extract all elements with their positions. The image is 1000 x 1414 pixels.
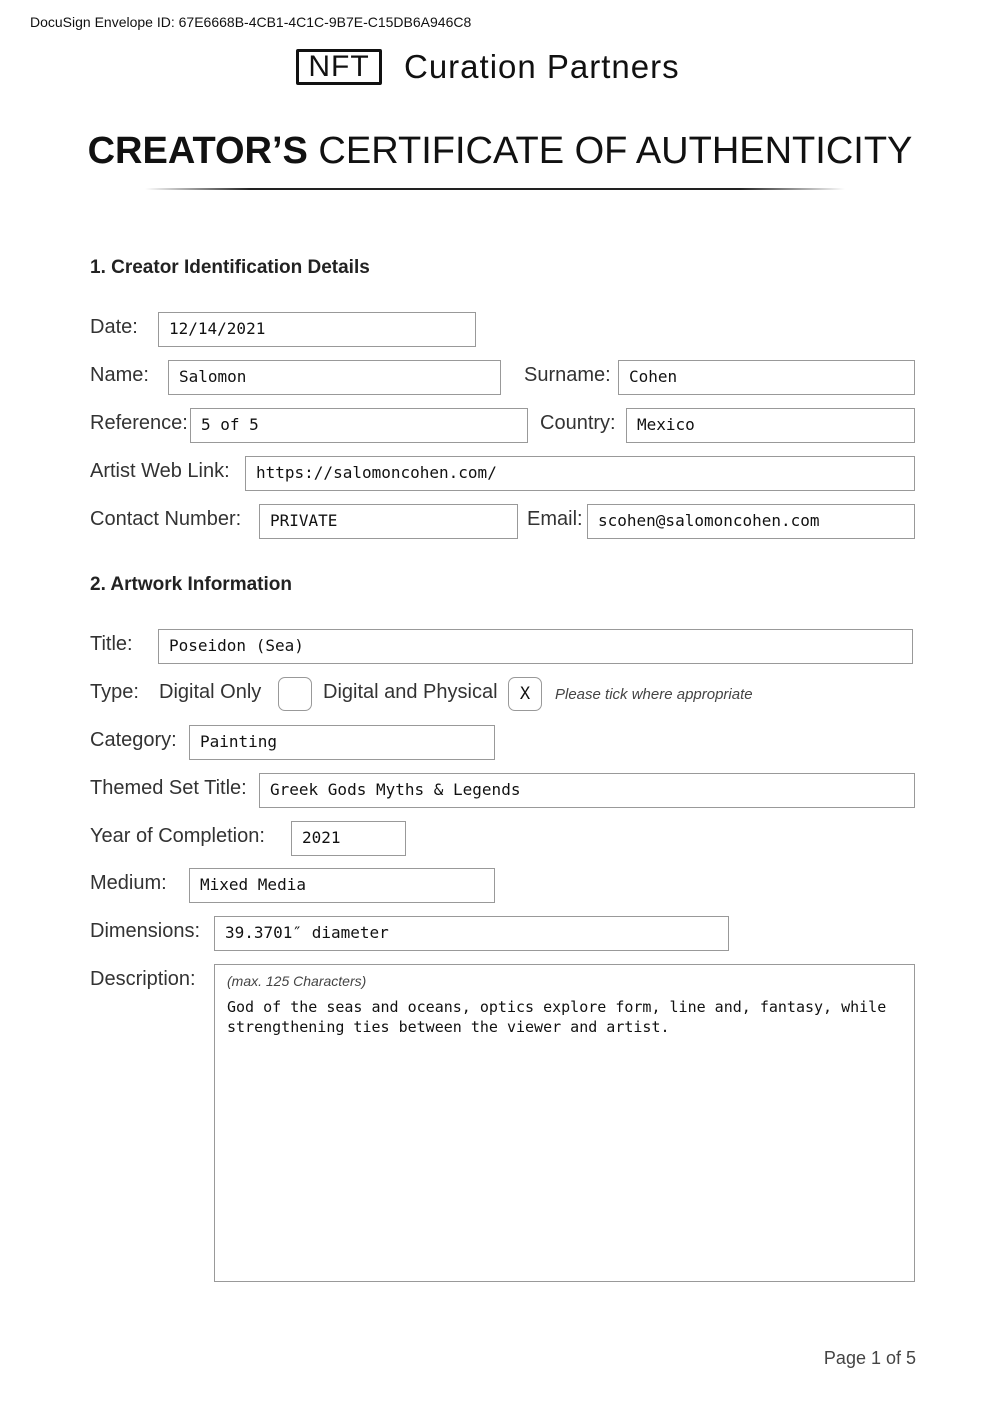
name-field[interactable]: Salomon	[168, 360, 501, 395]
email-field[interactable]: scohen@salomoncohen.com	[587, 504, 915, 539]
year-field[interactable]: 2021	[291, 821, 406, 856]
digital-physical-checkbox[interactable]: X	[508, 677, 542, 711]
type-label: Type:	[90, 681, 139, 703]
themed-label: Themed Set Title:	[90, 777, 247, 799]
page-number: Page 1 of 5	[823, 1348, 916, 1368]
title-bold: CREATOR’S	[87, 130, 308, 172]
reference-field[interactable]: 5 of 5	[190, 408, 528, 443]
weblink-field[interactable]: https://salomoncohen.com/	[245, 456, 915, 491]
type-hint: Please tick where appropriate	[555, 686, 753, 703]
digital-only-checkbox[interactable]	[278, 677, 312, 711]
artwork-title-field[interactable]: Poseidon (Sea)	[158, 629, 913, 664]
type-digital-label: Digital Only	[159, 681, 262, 703]
year-label: Year of Completion:	[90, 825, 265, 847]
surname-label: Surname:	[524, 364, 611, 386]
logo-nft-box: NFT	[296, 49, 382, 85]
description-hint: (max. 125 Characters)	[227, 973, 367, 989]
title-divider	[145, 188, 845, 190]
envelope-id: DocuSign Envelope ID: 67E6668B-4CB1-4C1C-9B7E-C15DB6A946C8	[30, 14, 472, 30]
country-field[interactable]: Mexico	[626, 408, 915, 443]
medium-field[interactable]: Mixed Media	[189, 868, 495, 903]
section-2-heading: 2. Artwork Information	[90, 574, 292, 595]
description-text: God of the seas and oceans, optics explore form, line and, fantasy, while strengthening ties between the viewer and artist.	[227, 998, 887, 1036]
page-title	[0, 130, 1000, 173]
surname-field[interactable]: Cohen	[618, 360, 915, 395]
title-rest: CERTIFICATE OF AUTHENTICITY	[307, 130, 913, 172]
date-field[interactable]: 12/14/2021	[158, 312, 476, 347]
section-1-heading: 1. Creator Identification Details	[90, 257, 370, 278]
dimensions-field[interactable]: 39.3701″ diameter	[214, 916, 729, 951]
themed-field[interactable]: Greek Gods Myths & Legends	[259, 773, 915, 808]
name-label: Name:	[90, 364, 149, 386]
contact-label: Contact Number:	[90, 508, 242, 530]
medium-label: Medium:	[90, 872, 167, 894]
weblink-label: Artist Web Link:	[90, 460, 230, 482]
date-label: Date:	[90, 316, 138, 338]
description-field[interactable]	[214, 964, 915, 1282]
email-label: Email:	[527, 508, 583, 530]
type-physical-label: Digital and Physical	[323, 681, 498, 703]
reference-label: Reference:	[90, 412, 188, 434]
category-field[interactable]: Painting	[189, 725, 495, 760]
description-label: Description:	[90, 968, 196, 990]
title-label: Title:	[90, 633, 133, 655]
logo-text: Curation Partners	[404, 48, 680, 85]
contact-field[interactable]: PRIVATE	[259, 504, 518, 539]
category-label: Category:	[90, 729, 177, 751]
dimensions-label: Dimensions:	[90, 920, 201, 942]
country-label: Country:	[540, 412, 616, 434]
